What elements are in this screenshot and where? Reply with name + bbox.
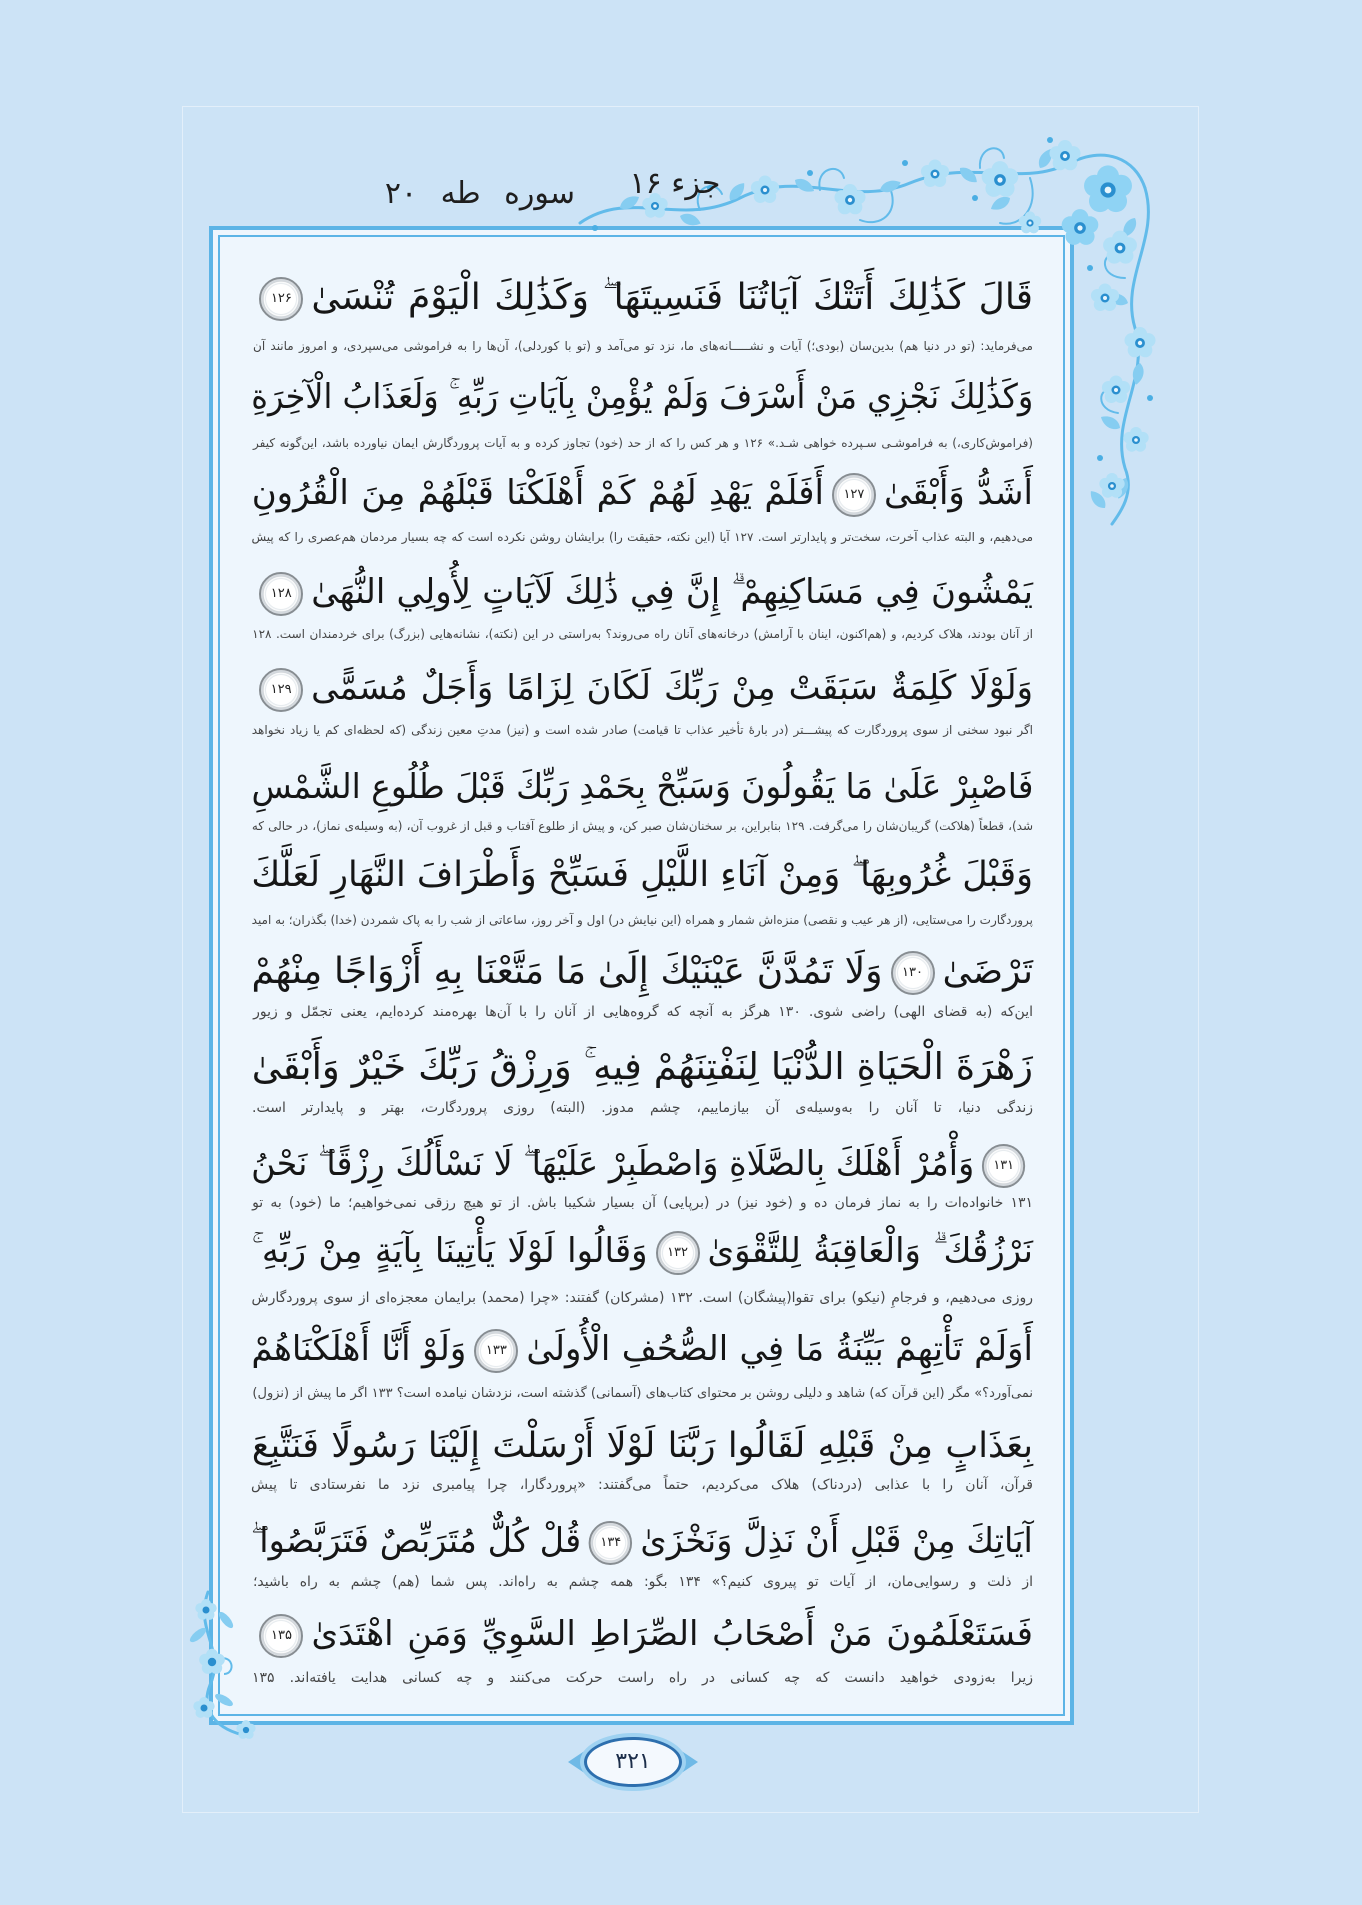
verse-line <box>249 1509 1033 1573</box>
ayah-number-marker: ۱۳۰ <box>891 951 935 995</box>
translation-line <box>249 1193 1033 1213</box>
verse-line-content <box>252 461 1033 525</box>
ayah-number-marker: ۱۳۲ <box>656 1231 700 1275</box>
verse-line-content <box>251 560 1033 624</box>
verse-line <box>249 1414 1033 1478</box>
translation-line <box>249 720 1033 740</box>
verse-line <box>249 365 1033 429</box>
translation-line <box>249 336 1033 356</box>
translation-text: قرآن، آنان را با عذابی (دردناک) هلاک می‌کردیم، حتماً می‌گفتند: «پروردگارا، چرا پیامبری نزد ما نفرستادی تا پیش <box>251 1477 1033 1493</box>
verse-text: يَمْشُونَ فِي مَسَاكِنِهِمْ ۗ إِنَّ فِي ذَٰلِكَ لَآيَاتٍ لِأُولِي النُّهَىٰ <box>311 572 1033 612</box>
verse-line <box>249 560 1033 624</box>
ayah-number-marker: ۱۳۳ <box>474 1329 518 1373</box>
verse-line <box>249 843 1033 907</box>
translation-line <box>249 1098 1033 1118</box>
verse-line-content <box>251 1132 1033 1196</box>
verse-line-content <box>251 755 1033 819</box>
page-number-badge <box>584 1737 682 1787</box>
translation-text: اگر نبود سخنی از سوی پروردگارت که پیشـــتر (در بارهٔ تأخیر عذاب تا قیامت) صادر شده است و (نیز) مدتِ معین زندگی (که لحظه‌ای کم یا زیاد نخواهد <box>251 723 1033 737</box>
verse-text: آيَاتِكَ مِنْ قَبْلِ أَنْ نَذِلَّ وَنَخْزَىٰ <box>640 1521 1033 1561</box>
translation-text: زندگی دنیا، تا آنان را به‌وسیله‌ی آن بیازماییم، چشم مدوز. (البته) روزی پروردگارت، بهتر و پایدارتر است. <box>252 1100 1033 1116</box>
verse-text: أَوَلَمْ تَأْتِهِمْ بَيِّنَةُ مَا فِي الصُّحُفِ الْأُولَىٰ <box>526 1329 1033 1369</box>
verse-line-content <box>252 1219 1033 1283</box>
verse-line-content <box>251 1602 1033 1666</box>
ayah-number-marker: ۱۲۷ <box>832 473 876 517</box>
translation-line <box>249 1572 1033 1592</box>
verse-line <box>249 940 1033 1004</box>
verse-line-content <box>251 365 1033 429</box>
verse-line-content <box>252 940 1034 1004</box>
verse-text: أَفَلَمْ يَهْدِ لَهُمْ كَمْ أَهْلَكْنَا قَبْلَهُمْ مِنَ الْقُرُونِ <box>251 473 824 513</box>
page-number-ribbon-right <box>680 1750 698 1774</box>
translation-text: می‌دهیم، و البته عذاب آخرت، سخت‌تر و پایدارتر است. ۱۲۷ آیا (این نکته، حقیقت را) برایشان روشن نکرده است که چه بسیار مردمان هم‌عصری را که پیش <box>251 530 1033 544</box>
verse-line <box>249 1317 1033 1381</box>
translation-text: از ذلت و رسوایی‌مان، از آیات تو پیروی کنیم؟» ۱۳۴ بگو: همه چشم به راه‌اند. پس شما (هم) چشم به راه باشید؛ <box>252 1574 1033 1590</box>
verse-line <box>249 1602 1033 1666</box>
surah-title: سوره طه ۲۰ <box>384 176 575 211</box>
verse-line <box>249 1219 1033 1283</box>
translation-text: زیرا به‌زودی خواهید دانست که چه کسانی در راه راست حرکت می‌کنند و چه کسانی هدایت یافته‌اند. ۱۳۵ <box>252 1670 1033 1686</box>
verse-text: وَقَالُوا لَوْلَا يَأْتِينَا بِآيَةٍ مِنْ رَبِّهِ ۚ <box>251 1231 648 1271</box>
translation-line <box>249 433 1033 453</box>
verse-text: قُلْ كُلٌّ مُتَرَبِّصٌ فَتَرَبَّصُوا ۖ <box>251 1521 582 1561</box>
translation-line <box>249 1002 1033 1022</box>
verse-line-content <box>251 1509 1033 1573</box>
verse-line-content <box>251 656 1033 720</box>
verse-text: زَهْرَةَ الْحَيَاةِ الدُّنْيَا لِنَفْتِنَهُمْ فِيهِ ۚ وَرِزْقُ رَبِّكَ خَيْرٌ وَأَبْقَىٰ <box>251 1045 1033 1088</box>
verse-line-content <box>251 1317 1033 1381</box>
verse-line <box>249 266 1033 330</box>
verse-line-content <box>251 843 1033 907</box>
translation-text: شد)، قطعاً (هلاکت) گریبان‌شان را می‌گرفت. ۱۲۹ بنابراین، بر سخنان‌شان صبر کن، و پیش از طلوع آفتاب و قبل از غروب آن، (به وسیله‌ی نماز)، در حالی که <box>251 819 1033 833</box>
verse-line <box>249 461 1033 525</box>
verse-line-content <box>251 266 1033 330</box>
verse-text: وَقَبْلَ غُرُوبِهَا ۖ وَمِنْ آنَاءِ اللَّيْلِ فَسَبِّحْ وَأَطْرَافَ النَّهَارِ لَعَلَّكَ <box>251 855 1033 895</box>
translation-line <box>249 1668 1033 1688</box>
verse-line <box>249 1132 1033 1196</box>
verse-text: تَرْضَىٰ <box>942 951 1033 992</box>
verse-text: قَالَ كَذَٰلِكَ أَتَتْكَ آيَاتُنَا فَنَسِيتَهَا ۖ وَكَذَٰلِكَ الْيَوْمَ تُنْسَىٰ <box>311 277 1033 318</box>
translation-text: روزی می‌دهیم، و فرجامِ (نیکو) برای تقوا(پیشگان) است. ۱۳۲ (مشرکان) گفتند: «چرا (محمد) برایمان معجزه‌ای از سوی پروردگارش <box>251 1290 1033 1306</box>
translation-line <box>249 1475 1033 1495</box>
translation-text: نمی‌آورد؟» مگر (این قرآن که) شاهد و دلیلی روشن بر محتوای کتاب‌های (آسمانی) گذشته است، نزدشان نیامده است؟ ۱۳۳ اگر ما پیش از (نزول) <box>252 1386 1033 1401</box>
ayah-number-marker: ۱۳۱ <box>982 1144 1025 1188</box>
verse-line-content <box>252 1035 1033 1099</box>
translation-line <box>249 910 1033 930</box>
verse-text: وَأْمُرْ أَهْلَكَ بِالصَّلَاةِ وَاصْطَبِرْ عَلَيْهَا ۖ لَا نَسْأَلُكَ رِزْقًا ۖ نَحْنُ <box>251 1144 975 1184</box>
translation-text: این‌که (به قضای الهی) راضی شوی. ۱۳۰ هرگز به آنچه که گروه‌هایی از آنان را با آن‌ها بهره‌مند کرده‌ایم، یعنی تجمّل و زیور <box>253 1004 1033 1020</box>
ayah-number-marker: ۱۳۴ <box>589 1521 632 1565</box>
verse-line <box>249 755 1033 819</box>
verse-line <box>249 1035 1033 1099</box>
translation-text: (فراموش‌کاری،) به فراموشـی سـپرده خواهی شـد.» ۱۲۶ و هر کس را که از حد (خود) تجاوز کرده و به آیات پروردگارش ایمان نیاورده باشد، این‌گونه کیفر <box>253 436 1033 450</box>
verse-line-content <box>252 1414 1033 1478</box>
verse-text: وَلَا تَمُدَّنَّ عَيْنَيْكَ إِلَىٰ مَا مَتَّعْنَا بِهِ أَزْوَاجًا مِنْهُمْ <box>251 951 883 992</box>
verse-line <box>249 656 1033 720</box>
translation-line <box>249 527 1033 547</box>
ayah-number-marker: ۱۲۶ <box>259 277 303 321</box>
translation-text: از آنان بودند، هلاک کردیم، و (هم‌اکنون، اینان با آرامش) درخانه‌های آنان راه می‌روند؟ به‌راستی در این (نکته)، نشانه‌هایی (بزرگ) برای خردمندان است. ۱۲۸ <box>252 627 1033 641</box>
verse-text: أَشَدُّ وَأَبْقَىٰ <box>883 473 1033 513</box>
ayah-number-marker: ۱۲۸ <box>259 572 303 616</box>
verse-text: نَرْزُقُكَ ۗ وَالْعَاقِبَةُ لِلتَّقْوَىٰ <box>707 1231 1033 1271</box>
translation-line <box>249 816 1033 836</box>
translation-text: ۱۳۱ خانواده‌ات را به نماز فرمان ده و (خود نیز) در (برپایی) آن بسیار شکیبا باش. از تو هیچ رزقی نمی‌خواهیم؛ ما (خود) به تو <box>252 1195 1033 1211</box>
juz-label: جزء ۱۶ <box>629 166 721 201</box>
translation-text: پروردگارت را می‌ستایی، (از هر عیب و نقصی) منزه‌اش شمار و همراه (این نیایش در) اول و آخر روز، ساعاتی از شب را به پاک شمردن (خدا) بگذران؛ به امید <box>251 913 1033 927</box>
translation-line <box>249 1384 1033 1404</box>
translation-text: می‌فرماید: (تو در دنیا هم) بدین‌سان (بودی؛) آیات و نشـــــانه‌های ما، نزد تو می‌آمد و (تو با کوردلی)، آن‌ها را به فراموشی می‌سپردی، و امروز مانند آن <box>253 339 1033 353</box>
verse-text: بِعَذَابٍ مِنْ قَبْلِهِ لَقَالُوا رَبَّنَا لَوْلَا أَرْسَلْتَ إِلَيْنَا رَسُولًا فَنَتَّبِعَ <box>251 1426 1033 1466</box>
verse-text: وَلَوْلَا كَلِمَةٌ سَبَقَتْ مِنْ رَبِّكَ لَكَانَ لِزَامًا وَأَجَلٌ مُسَمًّى <box>311 668 1033 708</box>
translation-line <box>249 1288 1033 1308</box>
verse-text: فَاصْبِرْ عَلَىٰ مَا يَقُولُونَ وَسَبِّحْ بِحَمْدِ رَبِّكَ قَبْلَ طُلُوعِ الشَّمْسِ <box>251 767 1033 807</box>
verse-text: وَكَذَٰلِكَ نَجْزِي مَنْ أَسْرَفَ وَلَمْ يُؤْمِنْ بِآيَاتِ رَبِّهِ ۚ وَلَعَذَابُ الْآخِرَةِ <box>251 377 1033 417</box>
verse-text: فَسَتَعْلَمُونَ مَنْ أَصْحَابُ الصِّرَاطِ السَّوِيِّ وَمَنِ اهْتَدَىٰ <box>311 1614 1033 1654</box>
page-number: ۳۲۱ <box>615 1749 651 1774</box>
translation-line <box>249 624 1033 644</box>
ayah-number-marker: ۱۲۹ <box>259 668 303 712</box>
verse-text: وَلَوْ أَنَّا أَهْلَكْنَاهُمْ <box>251 1329 467 1369</box>
ayah-number-marker: ۱۳۵ <box>259 1614 303 1658</box>
